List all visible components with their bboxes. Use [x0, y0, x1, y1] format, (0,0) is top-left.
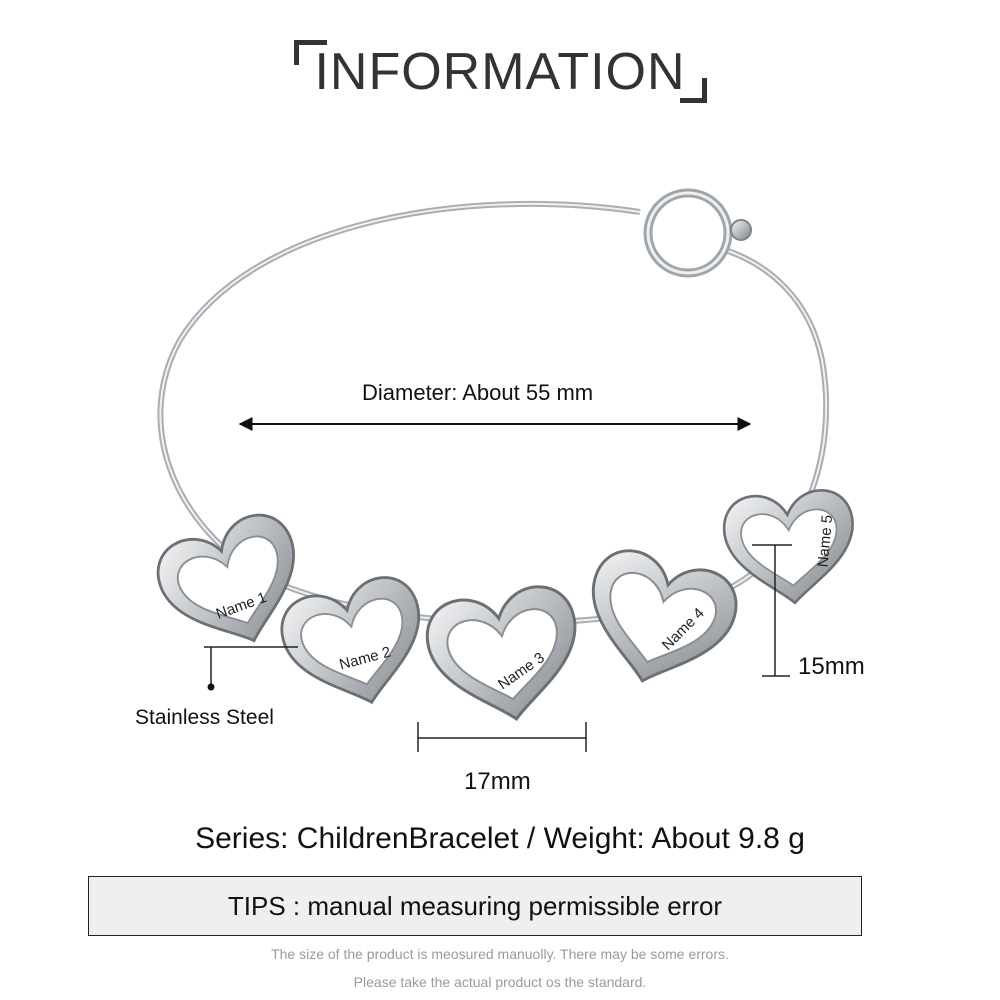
page-title: INFORMATION	[314, 43, 686, 101]
series-weight-line: Series: ChildrenBracelet / Weight: About 9.8 g	[195, 822, 805, 855]
diameter-label: Diameter: About 55 mm	[362, 380, 594, 405]
material-pointer-dot	[208, 684, 215, 691]
charm-height-label: 15mm	[798, 653, 865, 680]
clasp-ball	[731, 220, 751, 240]
charm-engraving: Name 3	[495, 649, 548, 694]
tips-text: TIPS : manual measuring permissible error	[227, 890, 723, 921]
charm-5	[721, 488, 859, 609]
charm-engraving: Name 1	[213, 588, 269, 623]
note-line-2: Please take the actual product os the standard.	[353, 974, 647, 990]
tips-box	[88, 876, 862, 936]
charm-engraving: Name 2	[337, 643, 393, 674]
material-label: Stainless Steel	[135, 706, 274, 729]
charm-engraving: Name 5	[814, 514, 837, 569]
charm-3	[421, 581, 589, 732]
note-line-1: The size of the product is meosured manuolly. There may be some errors.	[271, 946, 729, 962]
charm-width-label: 17mm	[464, 768, 531, 795]
charm-engraving: Name 4	[658, 604, 708, 654]
